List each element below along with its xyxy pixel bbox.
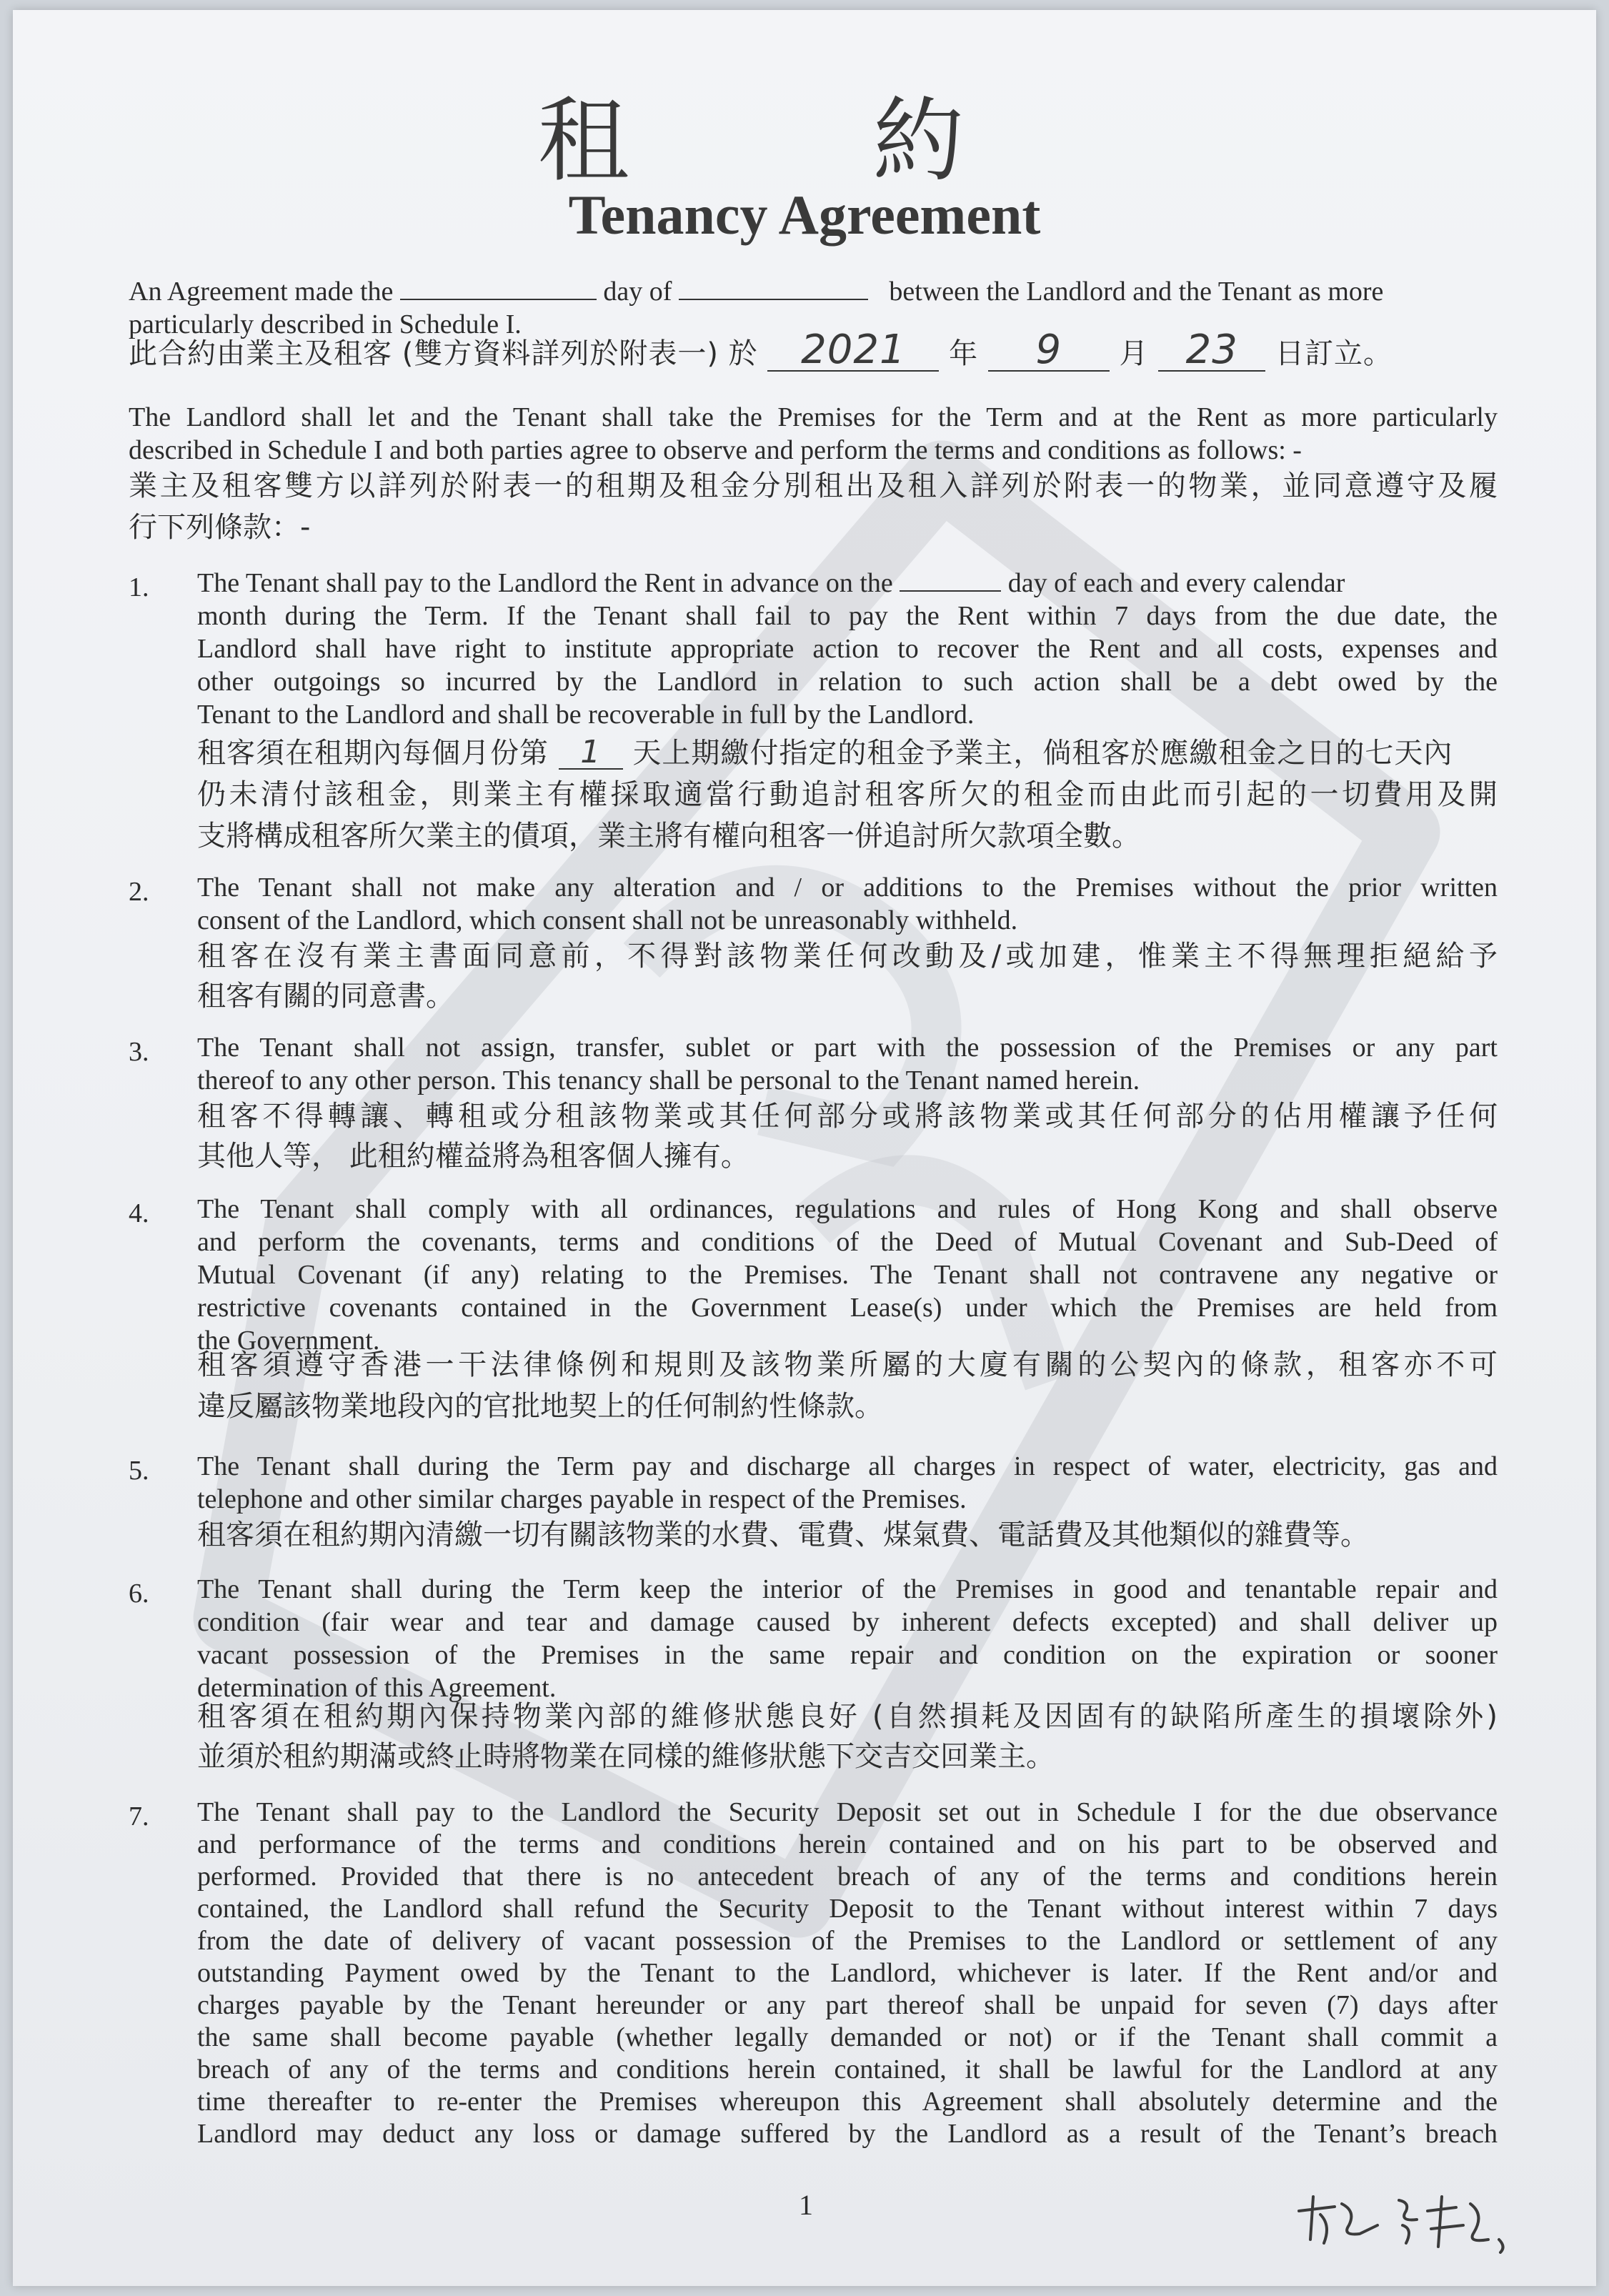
document-page bbox=[13, 10, 1596, 2286]
clause-4-zh-line: 違反屬該物業地段內的官批地契上的任何制約性條款。 bbox=[197, 1390, 883, 1423]
clause-3-zh-line: 租客不得轉讓、轉租或分租該物業或其任何部分或將該物業或其任何部分的佔用權讓予任何 bbox=[197, 1100, 1498, 1133]
clause-4-en-line: restrictive covenants contained in the Government Lease(s) under which the Premises are held from bbox=[197, 1293, 1498, 1323]
intro-zh-text: 日訂立。 bbox=[1275, 337, 1393, 370]
intro-zh-text: 此合約由業主及租客 (雙方資料詳列於附表一) 於 bbox=[129, 337, 758, 370]
clause-5-zh-line: 租客須在租約期內清繳一切有關該物業的水費、電費、煤氣費、電話費及其他類似的雜費等。 bbox=[197, 1519, 1369, 1551]
clause-text: day of each and every calendar bbox=[1007, 568, 1345, 598]
clause-7-en-line: outstanding Payment owed by the Tenant to the Landlord, whichever is later. If the Rent and/or and bbox=[197, 1958, 1498, 1988]
clause-3-zh-line: 其他人等， 此租約權益將為租客個人擁有。 bbox=[197, 1140, 749, 1173]
handwritten-rent-day: 1 bbox=[559, 737, 623, 770]
preamble-en-1: The Landlord shall let and the Tenant shall take the Premises for the Term and at the Rent as more particularly bbox=[129, 402, 1498, 432]
clause-4-en-line: and perform the covenants, terms and conditions of the Deed of Mutual Covenant and Sub-Deed of bbox=[197, 1227, 1498, 1257]
clause-6-zh-line: 租客須在租約期內保持物業內部的維修狀態良好 (自然損耗及因固有的缺陷所產生的損壞除外) bbox=[197, 1700, 1498, 1733]
clause-2-en-line: The Tenant shall not make any alteration and / or additions to the Premises without the prior written bbox=[197, 873, 1498, 903]
handwritten-year: 2021 bbox=[767, 330, 939, 372]
blank-month bbox=[679, 277, 868, 300]
blank-rent-day bbox=[900, 569, 1001, 592]
clause-text: The Tenant shall pay to the Landlord the Rent in advance on the bbox=[197, 568, 893, 598]
clause-7-en-line: The Tenant shall pay to the Landlord the Security Deposit set out in Schedule I for the due observance bbox=[197, 1797, 1498, 1827]
clause-7-en-line: time thereafter to re-enter the Premises whereupon this Agreement shall absolutely determine and the bbox=[197, 2087, 1498, 2117]
clause-4-en-line: Mutual Covenant (if any) relating to the Premises. The Tenant shall not contravene any negative or bbox=[197, 1260, 1498, 1290]
clause-4-en-line: the Government. bbox=[197, 1326, 380, 1356]
preamble-en-2: described in Schedule I and both parties agree to observe and perform the terms and conditions as follows: - bbox=[129, 435, 1302, 465]
clause-2-zh-line: 租客在沒有業主書面同意前，不得對該物業任何改動及/或加建，惟業主不得無理拒絕給予 bbox=[197, 940, 1498, 973]
preamble-zh-2: 行下列條款：- bbox=[129, 511, 311, 544]
page-number: 1 bbox=[799, 2189, 813, 2221]
clause-7-en-line: from the date of delivery of vacant possession of the Premises to the Landlord or settlement of any bbox=[197, 1926, 1498, 1956]
clause-6-en-line: The Tenant shall during the Term keep the interior of the Premises in good and tenantable repair and bbox=[197, 1574, 1498, 1604]
clause-7-en-line: Landlord may deduct any loss or damage suffered by the Landlord as a result of the Tenant’s breach bbox=[197, 2119, 1498, 2149]
intro-line-zh bbox=[129, 327, 1393, 373]
clause-5-en-line: The Tenant shall during the Term pay and discharge all charges in respect of water, electricity, gas and bbox=[197, 1451, 1498, 1481]
intro-text: An Agreement made the bbox=[129, 277, 394, 307]
clause-4-zh-line: 租客須遵守香港一干法律條例和規則及該物業所屬的大廈有關的公契內的條款，租客亦不可 bbox=[197, 1348, 1498, 1381]
clause-4-en-line: The Tenant shall comply with all ordinances, regulations and rules of Hong Kong and shall observe bbox=[197, 1194, 1498, 1224]
clause-7-en-line: performed. Provided that there is no antecedent breach of any of the terms and conditions herein bbox=[197, 1862, 1498, 1892]
handwritten-signature bbox=[1292, 2182, 1563, 2254]
clause-1-en-line: other outgoings so incurred by the Landlord in relation to such action shall be a debt owed by the bbox=[197, 667, 1498, 697]
clause-1-en-line: Tenant to the Landlord and shall be recoverable in full by the Landlord. bbox=[197, 700, 975, 730]
handwritten-month: 9 bbox=[988, 330, 1110, 372]
clause-1-en-line: Landlord shall have right to institute appropriate action to recover the Rent and all costs, expenses and bbox=[197, 634, 1498, 664]
clause-2-zh-line: 租客有關的同意書。 bbox=[197, 980, 454, 1013]
intro-line-2: particularly described in Schedule I. bbox=[129, 309, 522, 339]
clause-7-en-line: the same shall become payable (whether legally demanded or not) or if the Tenant shall commit a bbox=[197, 2022, 1498, 2052]
clause-7-en-line: charges payable by the Tenant hereunder or any part thereof shall be unpaid for seven (7) days after bbox=[197, 1990, 1498, 2020]
clause-number: 1. bbox=[129, 572, 149, 602]
clause-3-en-line: thereof to any other person. This tenancy shall be personal to the Tenant named herein. bbox=[197, 1065, 1140, 1095]
intro-text: between the Landlord and the Tenant as more bbox=[889, 277, 1384, 307]
clause-2-en-line: consent of the Landlord, which consent shall not be unreasonably withheld. bbox=[197, 905, 1018, 935]
title-chinese: 租 約 bbox=[537, 88, 1072, 194]
clause-number: 4. bbox=[129, 1198, 149, 1228]
intro-text: day of bbox=[603, 277, 672, 307]
blank-day bbox=[400, 277, 597, 300]
intro-zh-text: 月 bbox=[1119, 337, 1149, 370]
clause-7-en-line: contained, the Landlord shall refund the Security Deposit to the Tenant without interest within 7 days bbox=[197, 1894, 1498, 1924]
clause-1-zh-line: 支將構成租客所欠業主的債項，業主將有權向租客一併追討所欠款項全數。 bbox=[197, 820, 1140, 853]
clause-zh-text: 天上期繳付指定的租金予業主，倘租客於應繳租金之日的七天內 bbox=[632, 737, 1453, 770]
clause-1-zh-first bbox=[197, 736, 1453, 770]
intro-line-1 bbox=[129, 276, 1383, 309]
clause-7-en-line: and performance of the terms and conditions herein contained and on his part to be observed and bbox=[197, 1829, 1498, 1859]
clause-number: 5. bbox=[129, 1456, 149, 1486]
clause-1-en-first bbox=[197, 567, 1345, 600]
clause-6-en-line: condition (fair wear and tear and damage caused by inherent defects excepted) and shall deliver up bbox=[197, 1607, 1498, 1637]
title-english: Tenancy Agreement bbox=[568, 184, 1041, 246]
clause-number: 3. bbox=[129, 1037, 149, 1067]
clause-number: 6. bbox=[129, 1579, 149, 1609]
clause-zh-text: 租客須在租期內每個月份第 bbox=[197, 737, 549, 770]
clause-6-en-line: vacant possession of the Premises in the same repair and condition on the expiration or sooner bbox=[197, 1640, 1498, 1670]
clause-1-en-line: month during the Term. If the Tenant shall fail to pay the Rent within 7 days from the due date, the bbox=[197, 601, 1498, 631]
clause-3-en-line: The Tenant shall not assign, transfer, sublet or part with the possession of the Premises or any part bbox=[197, 1033, 1498, 1063]
clause-number: 2. bbox=[129, 877, 149, 907]
clause-6-zh-line: 並須於租約期滿或終止時將物業在同樣的維修狀態下交吉交回業主。 bbox=[197, 1740, 1055, 1773]
handwritten-day: 23 bbox=[1158, 330, 1265, 372]
clause-7-en-line: breach of any of the terms and conditions herein contained, it shall be lawful for the Landlord at any bbox=[197, 2054, 1498, 2084]
clause-5-en-line: telephone and other similar charges payable in respect of the Premises. bbox=[197, 1484, 967, 1514]
clause-number: 7. bbox=[129, 1801, 149, 1832]
clause-1-zh-line: 仍未清付該租金，則業主有權採取適當行動追討租客所欠的租金而由此而引起的一切費用及開 bbox=[197, 778, 1498, 811]
clause-6-en-line: determination of this Agreement. bbox=[197, 1673, 557, 1703]
preamble-zh-1: 業主及租客雙方以詳列於附表一的租期及租金分別租出及租入詳列於附表一的物業，並同意遵守及履 bbox=[129, 469, 1498, 502]
intro-zh-text: 年 bbox=[949, 337, 979, 370]
